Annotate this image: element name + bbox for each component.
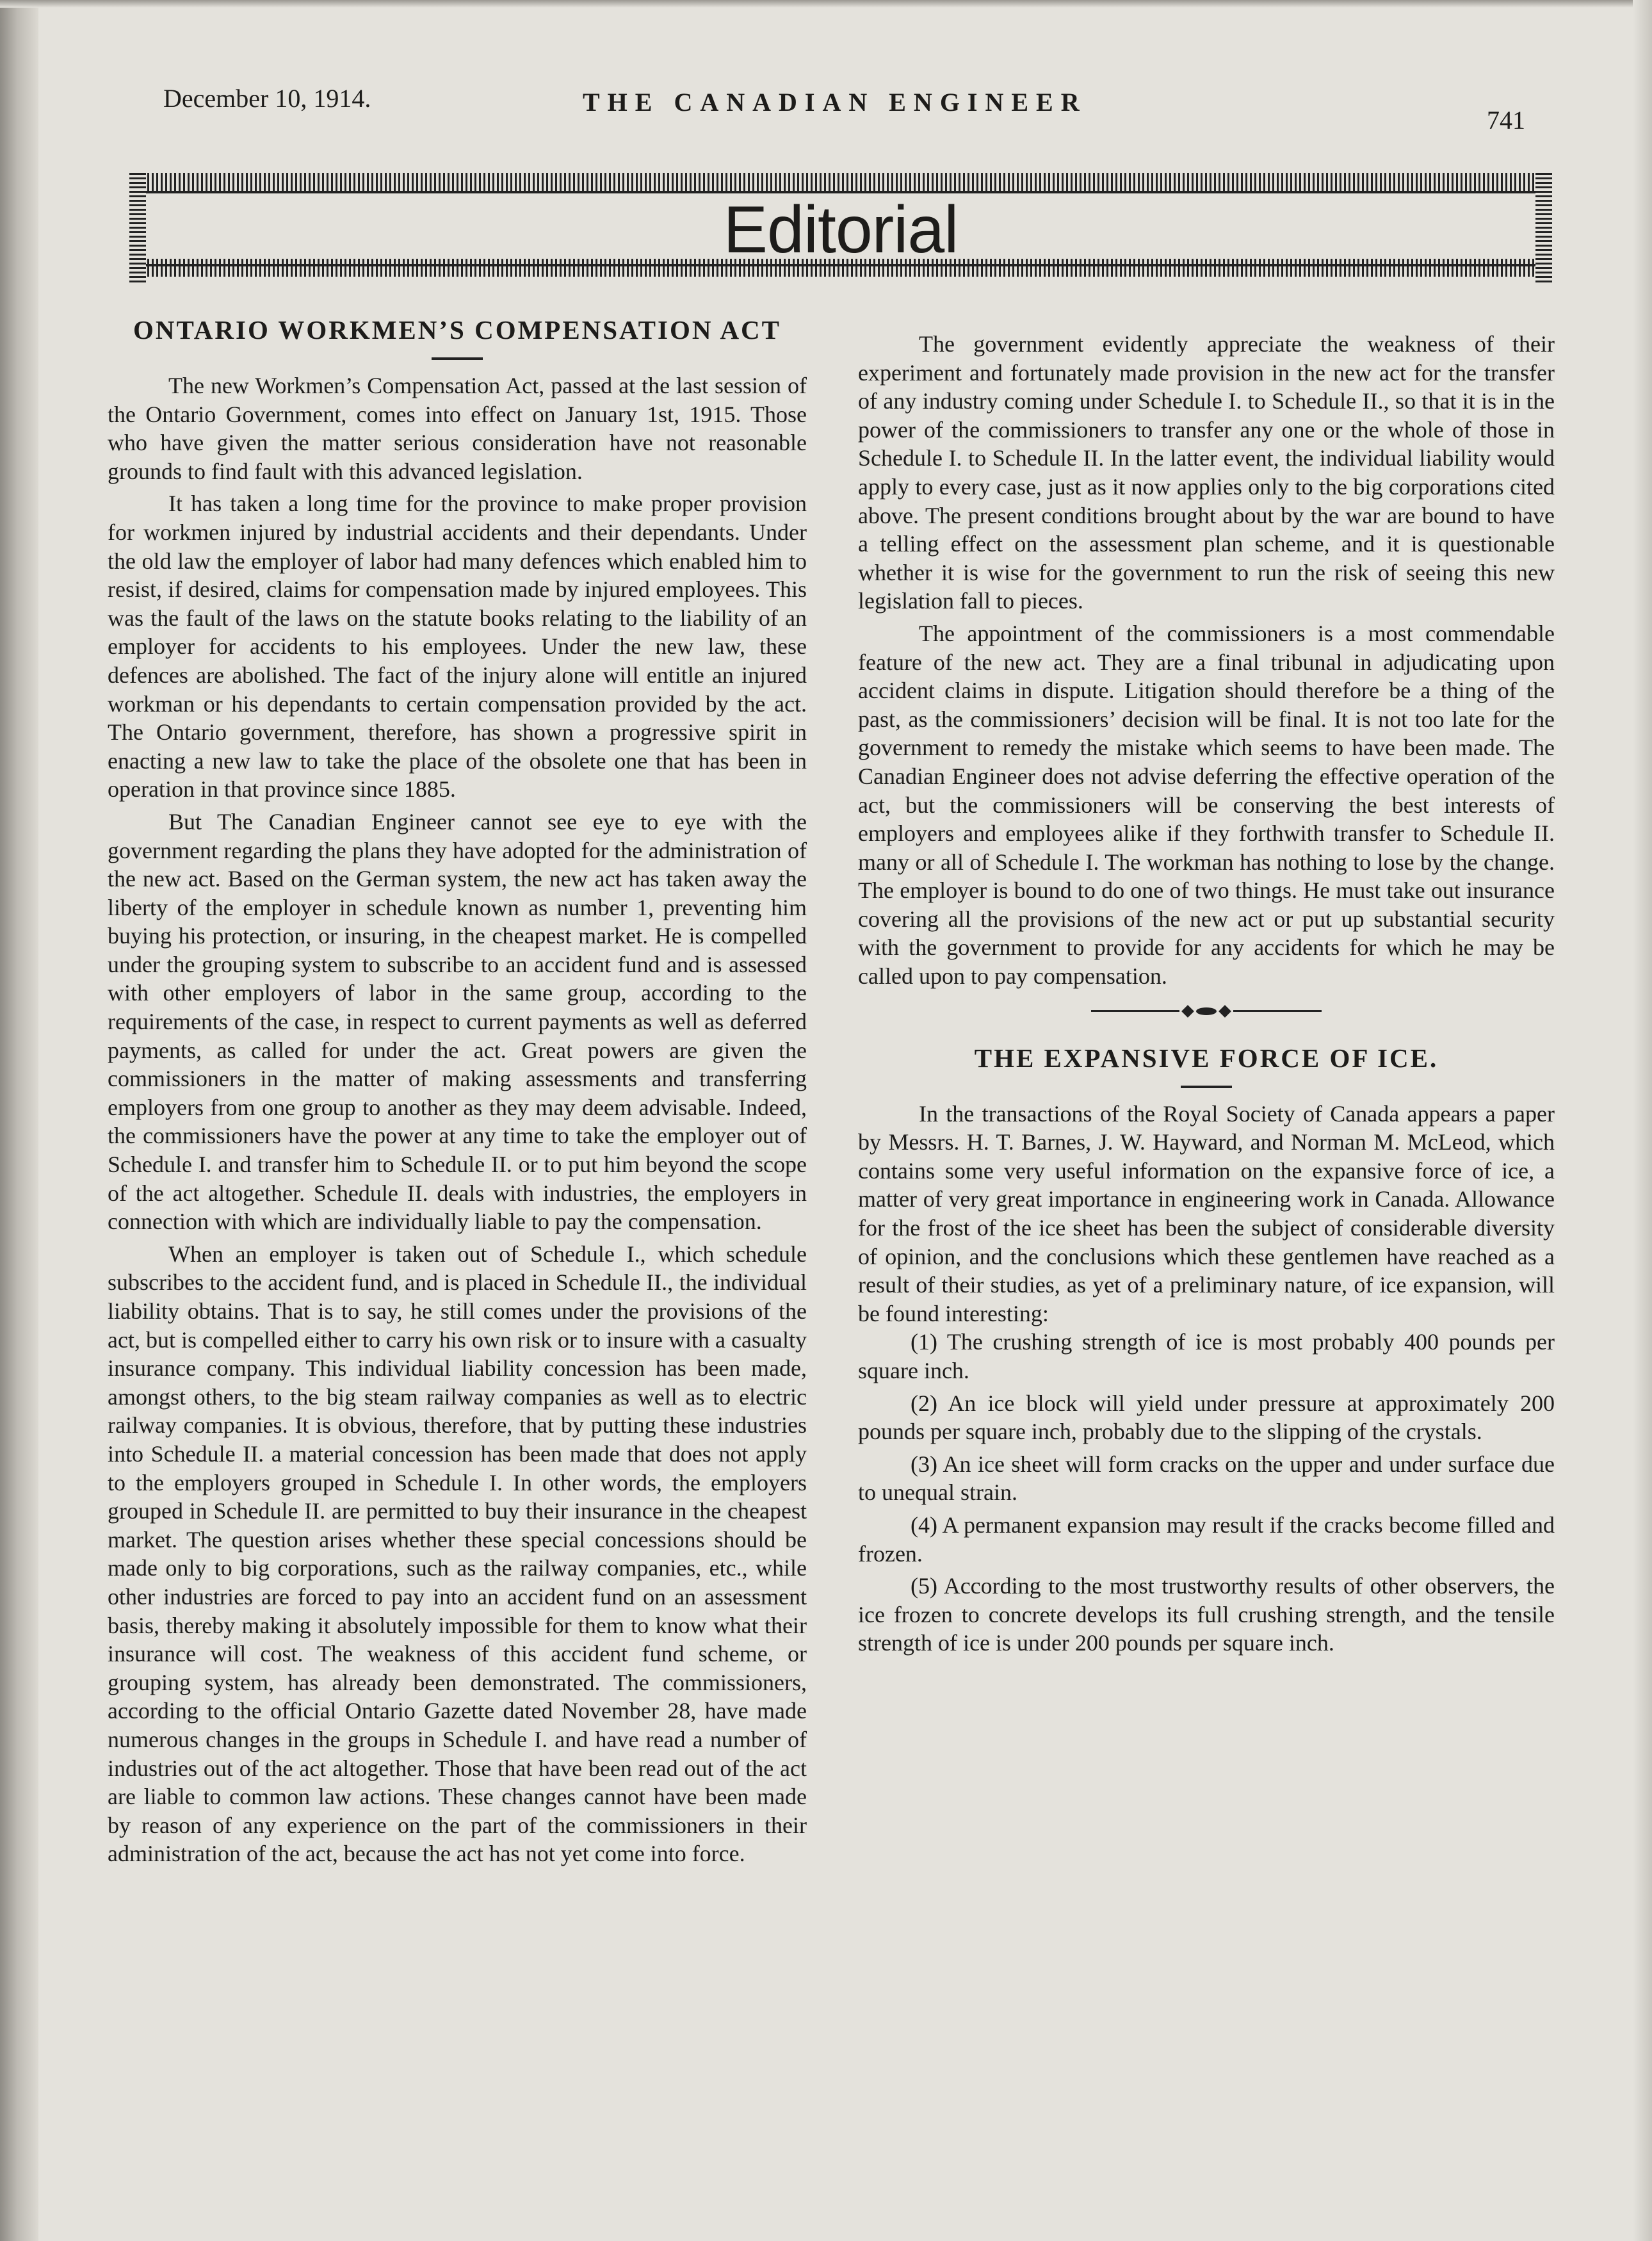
page-number: 741 [1487, 106, 1525, 134]
left-column [108, 314, 807, 1868]
page-top-edge [0, 0, 1652, 8]
banner-title: Editorial [723, 193, 959, 267]
heading-rule [1181, 1086, 1232, 1088]
list-item: (4) A permanent expansion may result if the cracks become filled and frozen. [858, 1512, 1555, 1567]
article-paragraph: But The Canadian Engineer cannot see eye to eye with the government regarding the plans they have adopted for the administration of the new act. Based on the German system, the new act has taken away the liberty of the employer in schedule known as number 1, preventing him buying his protection, or insuring, in the cheapest market. He is compelled under the grouping system to subscribe to an accident fund and is assessed with other employers of labor in the same group, according to the requirements of the case, in respect to current payments as well as deferred payments, as called for under the act. Great powers are given the commissioners in the matter of making assessments and transferring employers from one group to another as they may deem advisable. Indeed, the commissioners have the power at any time to take the employer out of Schedule I. and transfer him to Schedule II. or to put him beyond the scope of the act altogether. Schedule II. deals with industries, the employers in connection with which are individually liable to pay the compensation. [108, 808, 807, 1235]
banner-top-border [129, 173, 1552, 191]
article-paragraph: The government evidently appreciate the weakness of their experiment and fortunately made provision in the new act for the transfer of any industry coming under Schedule I. to Schedule II., so that it is in the power of the commissioners to transfer any one or the whole of those in Schedule I. to Schedule II. In the latter event, the individual liability would apply to every case, just as it now applies only to the big corporations cited above. The present conditions brought about by the war are bound to have a telling effect on the assessment plan scheme, and it is questionable whether it is wise for the government to run the risk of seeing this new legislation fall to pieces. [858, 331, 1555, 614]
article-paragraph: The new Workmen’s Compensation Act, passed at the last session of the Ontario Government, comes into effect on January 1st, 1915. Those who have given the matter serious consideration have not reasonable grounds to find fault with this advanced legislation. [108, 373, 807, 484]
article-heading: THE EXPANSIVE FORCE OF ICE. [974, 1043, 1439, 1073]
book-spine-shadow [0, 0, 38, 2241]
section-ornament [1091, 1005, 1322, 1018]
article-paragraph: It has taken a long time for the province to make proper provision for workmen injured by industrial accidents and their dependants. Under the old law the employer of labor had many defences which enabled him to resist, if desired, claims for compensation made by injured employees. This was the fault of the laws on the statute books relating to the liability of an employer for accidents to his employees. Under the new law, these defences are abolished. The fact of the injury alone will entitle an injured workman or his dependants to certain compensation provided by the act. The Ontario government, therefore, has shown a progressive spirit in enacting a new law to take the place of the obsolete one that has been in operation in that province since 1885. [108, 491, 807, 803]
article-paragraph: When an employer is taken out of Schedule I., which schedule subscribes to the accident fund, and is placed in Schedule II., the individual liability obtains. That is to say, he still comes under the provisions of the act, but is compelled either to carry his own risk or to insure with a casualty insurance company. This individual liability concession has been made, amongst others, to the big steam railway companies as well as to electric railway companies. It is obvious, therefore, that by putting these industries into Schedule II. a material concession has been made that does not apply to the employers grouped in Schedule I. In other words, the employers grouped in Schedule II. are permitted to buy their insurance in the cheapest market. The question arises whether these special concessions should be made only to big corporations, such as the railway companies, etc., while other industries are forced to pay into an accident fund on an assessment basis, thereby making it absolutely impossible for them to know what their insurance will cost. The weakness of this accident fund scheme, or grouping system, has already been demonstrated. The commissioners, according to the official Ontario Gazette dated November 28, have made numerous changes in the groups in Schedule I. and have read a number of industries out of the act altogether. Those that have been read out of the act are liable to common law actions. These changes cannot have been made by reason of any experience on the part of the commissioners in their administration of the act, because the act has not yet come into force. [108, 1241, 807, 1867]
article-heading: ONTARIO WORKMEN’S COMPENSATION ACT [133, 315, 782, 345]
list-item: (5) According to the most trustworthy results of other observers, the ice frozen to concrete develops its full crushing strength, and the tensile strength of ice is under 200 pounds per square inch. [858, 1573, 1555, 1656]
article-paragraph: The appointment of the commissioners is a most commendable feature of the new act. They are a final tribunal in adjudicating upon accident claims in dispute. Litigation should therefore be a thing of the past, as the commissioners’ decision will be final. It is not too late for the government to remedy the mistake which seems to have been made. The Canadian Engineer does not advise deferring the effective operation of the act, but the commissioners will be conserving the best interests of employers and employees alike if they forthwith transfer to Schedule II. many or all of Schedule I. The workman has nothing to lose by the change. The employer is bound to do one of two things. He must take out insurance covering all the provisions of the new act or put up substantial security with the government to provide for any accidents for which he may be called upon to pay compensation. [858, 620, 1555, 990]
heading-rule [432, 357, 483, 360]
article-paragraph: In the transactions of the Royal Society of Canada appears a paper by Messrs. H. T. Barnes, J. W. Hayward, and Norman M. McLeod, which contains some very useful information on the expansive force of ice, a matter of very great importance in engineering work in Canada. Allowance for the frost of the ice sheet has been the subject of considerable diversity of opinion, and the conclusions which these gentlemen have reached as a result of their studies, as yet of a preliminary nature, of ice expansion, will be found interesting: [858, 1100, 1555, 1326]
list-item: (2) An ice block will yield under pressure at approximately 200 pounds per square inch, probably due to the slipping of the crystals. [858, 1390, 1555, 1445]
issue-date: December 10, 1914. [163, 84, 371, 113]
list-item: (3) An ice sheet will form cracks on the upper and under surface due to unequal strain. [858, 1451, 1555, 1506]
publication-title: THE CANADIAN ENGINEER [583, 88, 1087, 117]
page-right-edge [1633, 0, 1652, 2241]
findings-list [858, 1328, 1555, 1658]
editorial-banner [129, 173, 1552, 266]
right-column [858, 330, 1555, 1658]
list-item: (1) The crushing strength of ice is most probably 400 pounds per square inch. [858, 1329, 1555, 1383]
